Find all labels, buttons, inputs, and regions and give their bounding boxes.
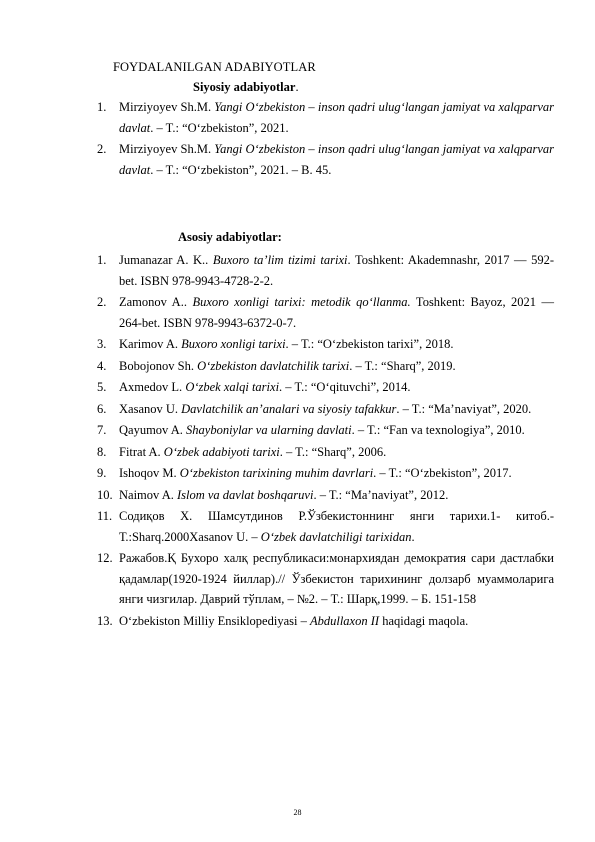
reference-number: 3. [97,337,107,351]
reference-item [97,356,554,377]
reference-number: 2. [97,142,107,156]
reference-number: 10. [97,487,113,502]
reference-publication: . [411,529,415,544]
reference-work-title: Davlatchilik an’analari va siyosiy tafakkur [181,401,397,416]
section-title-policy: Siyosiy adabiyotlar. [193,80,299,94]
reference-number: 6. [97,401,107,416]
reference-item [97,292,554,333]
reference-publication: . – T.: “Fan va texnologiya”, 2010. [351,423,525,437]
reference-number: 8. [97,444,107,459]
reference-work-title: Buxoro xonligi tarixi [181,337,286,351]
reference-publication: . – T.: “O‘zbekiston”, 2021. – B. 45. [150,162,332,177]
reference-item [97,420,554,441]
document-title: FOYDALANILGAN ADABIYOTLAR [113,60,316,74]
reference-work-title: Buxoro ta’lim tizimi tarixi [212,253,348,267]
reference-work-title: Yangi O‘zbekiston – inson qadri ulug‘langan jamiyat va xalqparvar davlat [119,142,554,177]
reference-publication: . – T.: “Sharq”, 2006. [279,444,387,459]
reference-item [97,485,554,506]
reference-work-title: O‘zbekiston davlatchilik tarixi [197,358,350,373]
reference-publication: . – T.: “O‘zbekiston tarixi”, 2018. [285,337,454,351]
reference-item [97,442,554,463]
reference-publication: . – T.: “Sharq”, 2019. [349,358,456,373]
reference-author: Axmedov L. [119,380,186,394]
reference-number: 1. [97,253,107,267]
reference-author: Naimov A. [119,487,177,502]
reference-work-title: O‘zbekiston tarixining muhim davrlari [179,466,374,480]
reference-work-title: Abdullaxon II [309,613,380,628]
reference-item [97,97,554,138]
main-references-list [97,250,554,632]
reference-author: Jumanazar A. K.. [119,253,213,267]
reference-number: 12. [97,551,113,565]
reference-work-title: O‘zbek davlatchiligi tarixidan [260,529,412,544]
reference-publication: Toshkent: Bayoz, 2021 — 264-bet. ISBN 978-9943-6372-0-7. [119,295,555,330]
reference-item [97,334,554,355]
reference-publication: . – T.: “O‘qituvchi”, 2014. [279,380,411,394]
reference-item [97,377,554,398]
reference-author: Ражабов.Қ Бухоро халқ республикаси:монархиядан демократия сари дастлабки қадамлар(1920-1924 йиллар).// Ўзбекистон тарихининг долзарб муаммоларига янги чизгилар. Даврий тўплам, – №2. – Т.: Шарқ,1999. – Б. 151-158 [119,551,554,606]
reference-work-title: Buxoro xonligi tarixi: metodik qo‘llanma. [192,295,411,309]
reference-item [97,463,554,484]
reference-item [97,611,554,632]
section-title-main: Asosiy adabiyotlar: [178,230,282,244]
reference-work-title: O‘zbek xalqi tarixi [185,380,280,394]
page-number: 28 [293,808,302,817]
reference-work-title: Yangi O‘zbekiston – inson qadri ulug‘langan jamiyat va xalqparvar davlat [119,100,554,135]
reference-number: 1. [97,100,107,114]
reference-item [97,250,554,291]
reference-number: 2. [97,295,107,309]
policy-references-list [97,97,554,181]
reference-item [97,548,554,610]
reference-work-title: O‘zbek adabiyoti tarixi [163,444,280,459]
reference-number: 7. [97,423,107,437]
reference-number: 4. [97,358,107,373]
reference-work-title: Shayboniylar va ularning davlati [186,423,352,437]
reference-author: Mirziyoyev Sh.M. [119,142,215,156]
reference-publication: . – T.: “O‘zbekiston”, 2017. [373,466,512,480]
reference-author: Bobojonov Sh. [119,358,198,373]
reference-author: Fitrat A. [119,444,164,459]
reference-number: 13. [97,613,113,628]
reference-author: Ishoqov M. [119,466,180,480]
reference-number: 11. [97,509,113,523]
reference-publication: . – T.: “Ma’naviyat”, 2012. [313,487,449,502]
reference-publication: . Toshkent: Akademnashr, 2017 — 592-bet. ISBN 978-9943-4728-2-2. [119,253,554,288]
reference-number: 5. [97,380,107,394]
reference-author: O‘zbekiston Milliy Ensiklopediyasi – [119,613,310,628]
reference-publication: . – T.: “Ma’naviyat”, 2020. [396,401,532,416]
reference-publication: . – T.: “O‘zbekiston”, 2021. [150,120,289,135]
reference-author: Xasanov U. [119,401,182,416]
reference-number: 9. [97,466,107,480]
reference-item [97,139,554,180]
reference-item [97,399,554,420]
reference-work-title: Islom va davlat boshqaruvi [176,487,314,502]
reference-publication: haqidagi maqola. [379,613,469,628]
reference-author: Zamonov A.. [119,295,193,309]
reference-author: Содиқов Х. Шамсутдинов Р.Ўзбекистоннинг янги тарихи.1- китоб.-Т.:Sharq.2000Xasanov U. – [119,509,554,544]
reference-item [97,506,554,547]
reference-author: Mirziyoyev Sh.M. [119,100,215,114]
reference-author: Karimov A. [119,337,182,351]
reference-author: Qayumov A. [119,423,187,437]
